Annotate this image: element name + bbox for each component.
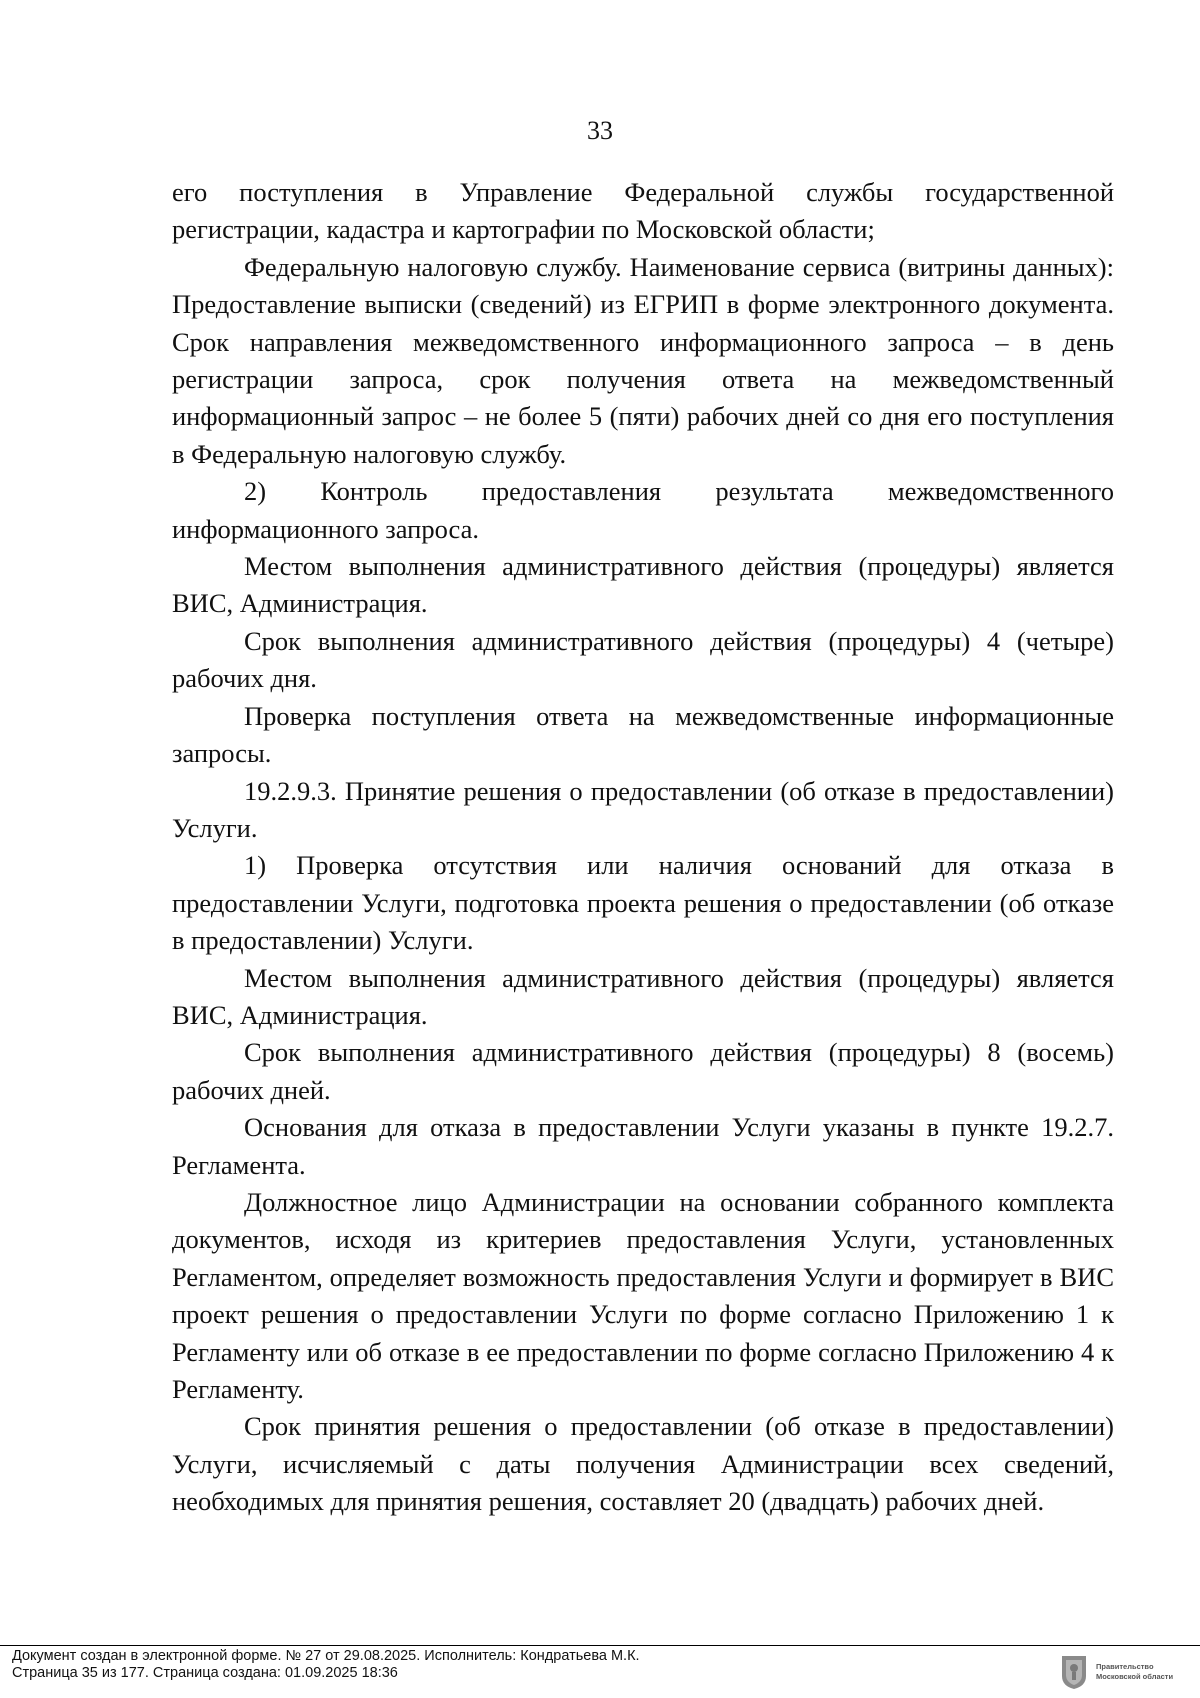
paragraph: Проверка поступления ответа на межведомственные информационные запросы. — [172, 700, 1114, 769]
document-body — [172, 174, 1114, 1521]
government-logo — [1060, 1652, 1190, 1692]
coat-of-arms-icon — [1060, 1654, 1088, 1690]
page-number: 33 — [587, 116, 613, 145]
paragraph: Срок выполнения административного действия (процедуры) 8 (восемь) рабочих дней. — [172, 1037, 1114, 1105]
paragraph: Основания для отказа в предоставлении Услуги указаны в пункте 19.2.7. Регламента. — [172, 1112, 1114, 1180]
organization-name-line2: Московской области — [1096, 1672, 1174, 1681]
paragraph: Срок принятия решения о предоставлении (об отказе в предоставлении) Услуги, исчисляемый с даты получения Администрации всех сведений, необходимых для принятия решения, составляет 20 (двадцать) рабочих дней. — [172, 1411, 1114, 1517]
organization-name-line1: Правительство — [1096, 1662, 1154, 1671]
paragraph: 2) Контроль предоставления результата межведомственного информационного запроса. — [172, 476, 1114, 544]
paragraph: Срок выполнения административного действия (процедуры) 4 (четыре) рабочих дня. — [172, 625, 1114, 694]
section-heading: 19.2.9.3. Принятие решения о предоставлении (об отказе в предоставлении) Услуги. — [172, 775, 1114, 843]
footer-page-info: Страница 35 из 177. Страница создана: 01.09.2025 18:36 — [12, 1665, 398, 1681]
paragraph: 1) Проверка отсутствия или наличия оснований для отказа в предоставлении Услуги, подготовка проекта решения о предоставлении (об отказе в предоставлении) Услуги. — [172, 850, 1114, 956]
organization-name — [1096, 1662, 1173, 1682]
paragraph: Местом выполнения административного действия (процедуры) является ВИС, Администрация. — [172, 962, 1114, 1030]
paragraph: его поступления в Управление Федеральной службы государственной регистрации, кадастра и картографии по Московской области; — [172, 177, 1114, 245]
paragraph: Федеральную налоговую службу. Наименование сервиса (витрины данных): Предоставление выписки (сведений) из ЕГРИП в форме электронного документа. Срок направления межведомственного информационного запроса – в день регистрации запроса, срок получения ответа на межведомственный информационный запрос – не более 5 (пяти) рабочих дней со дня его поступления в Федеральную налоговую службу. — [172, 251, 1114, 469]
paragraph: Должностное лицо Администрации на основании собранного комплекта документов, исходя из критериев предоставления Услуги, установленных Регламентом, определяет возможность предоставления Услуги и формирует в ВИС проект решения о предоставлении Услуги по форме согласно Приложению 1 к Регламенту или об отказе в ее предоставлении по форме согласно Приложению 4 к Регламенту. — [172, 1186, 1114, 1404]
footer-divider — [0, 1645, 1200, 1646]
footer-document-info: Документ создан в электронной форме. № 27 от 29.08.2025. Исполнитель: Кондратьева М.К. — [12, 1648, 640, 1664]
paragraph: Местом выполнения административного действия (процедуры) является ВИС, Администрация. — [172, 551, 1114, 619]
footer-stamp — [12, 1648, 1012, 1682]
